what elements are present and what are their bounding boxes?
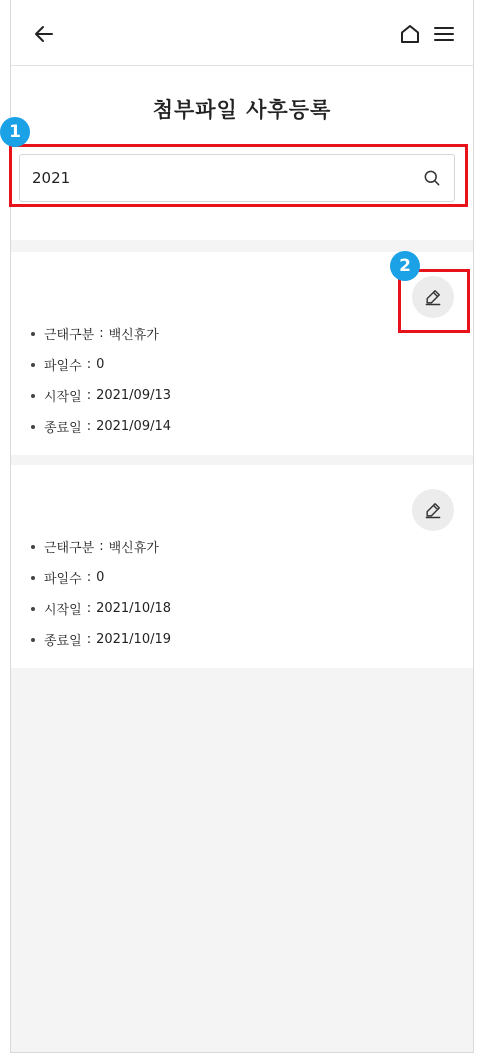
item-value: 백신휴가 xyxy=(108,541,159,556)
record-info-list xyxy=(31,531,171,655)
home-icon xyxy=(398,22,422,46)
page-title: 첨부파일 사후등록 xyxy=(152,98,332,122)
record-info-list xyxy=(31,318,171,442)
item-value: 백신휴가 xyxy=(108,328,159,343)
title-section xyxy=(11,66,473,240)
item-label: 종료일 xyxy=(44,634,82,649)
record-type-item: 근태구분 : 백신휴가 xyxy=(31,318,171,349)
edit-pencil-icon xyxy=(423,287,443,307)
search-input[interactable] xyxy=(32,155,392,201)
bullet-dot xyxy=(31,363,35,367)
edit-button[interactable] xyxy=(412,489,454,531)
hamburger-menu-icon xyxy=(432,22,456,46)
bullet-dot xyxy=(31,576,35,580)
home-button[interactable] xyxy=(397,21,423,47)
record-end-item: 종료일 : 2021/09/14 xyxy=(31,411,171,442)
record-card xyxy=(11,465,473,668)
record-type-item: 근태구분 : 백신휴가 xyxy=(31,531,171,562)
item-label: 시작일 xyxy=(44,603,82,618)
bullet-dot xyxy=(31,394,35,398)
step-badge-2: 2 xyxy=(390,251,420,281)
item-label: 파일수 xyxy=(44,572,82,587)
search-icon[interactable] xyxy=(422,168,442,188)
edit-pencil-icon xyxy=(423,500,443,520)
edit-button[interactable] xyxy=(412,276,454,318)
arrow-left-icon xyxy=(32,22,56,46)
item-value: 2021/10/19 xyxy=(96,632,172,647)
item-label: 근태구분 xyxy=(44,328,95,343)
app-frame xyxy=(10,0,474,1053)
item-label: 근태구분 xyxy=(44,541,95,556)
item-label: 파일수 xyxy=(44,359,82,374)
record-card xyxy=(11,252,473,455)
record-filecount-item: 파일수 : 0 xyxy=(31,562,171,593)
item-value: 0 xyxy=(96,357,105,372)
search-box[interactable] xyxy=(19,154,455,202)
record-start-item: 시작일 : 2021/10/18 xyxy=(31,593,171,624)
record-end-item: 종료일 : 2021/10/19 xyxy=(31,624,171,655)
record-filecount-item: 파일수 : 0 xyxy=(31,349,171,380)
item-label: 시작일 xyxy=(44,390,82,405)
menu-button[interactable] xyxy=(431,21,457,47)
top-header xyxy=(11,0,473,66)
item-value: 2021/09/14 xyxy=(96,419,172,434)
item-value: 2021/09/13 xyxy=(96,388,172,403)
item-value: 0 xyxy=(96,570,105,585)
bullet-dot xyxy=(31,638,35,642)
record-start-item: 시작일 : 2021/09/13 xyxy=(31,380,171,411)
back-button[interactable] xyxy=(31,21,57,47)
bullet-dot xyxy=(31,425,35,429)
bullet-dot xyxy=(31,545,35,549)
step-badge-1: 1 xyxy=(0,117,30,147)
item-label: 종료일 xyxy=(44,421,82,436)
bullet-dot xyxy=(31,607,35,611)
bullet-dot xyxy=(31,332,35,336)
item-value: 2021/10/18 xyxy=(96,601,172,616)
